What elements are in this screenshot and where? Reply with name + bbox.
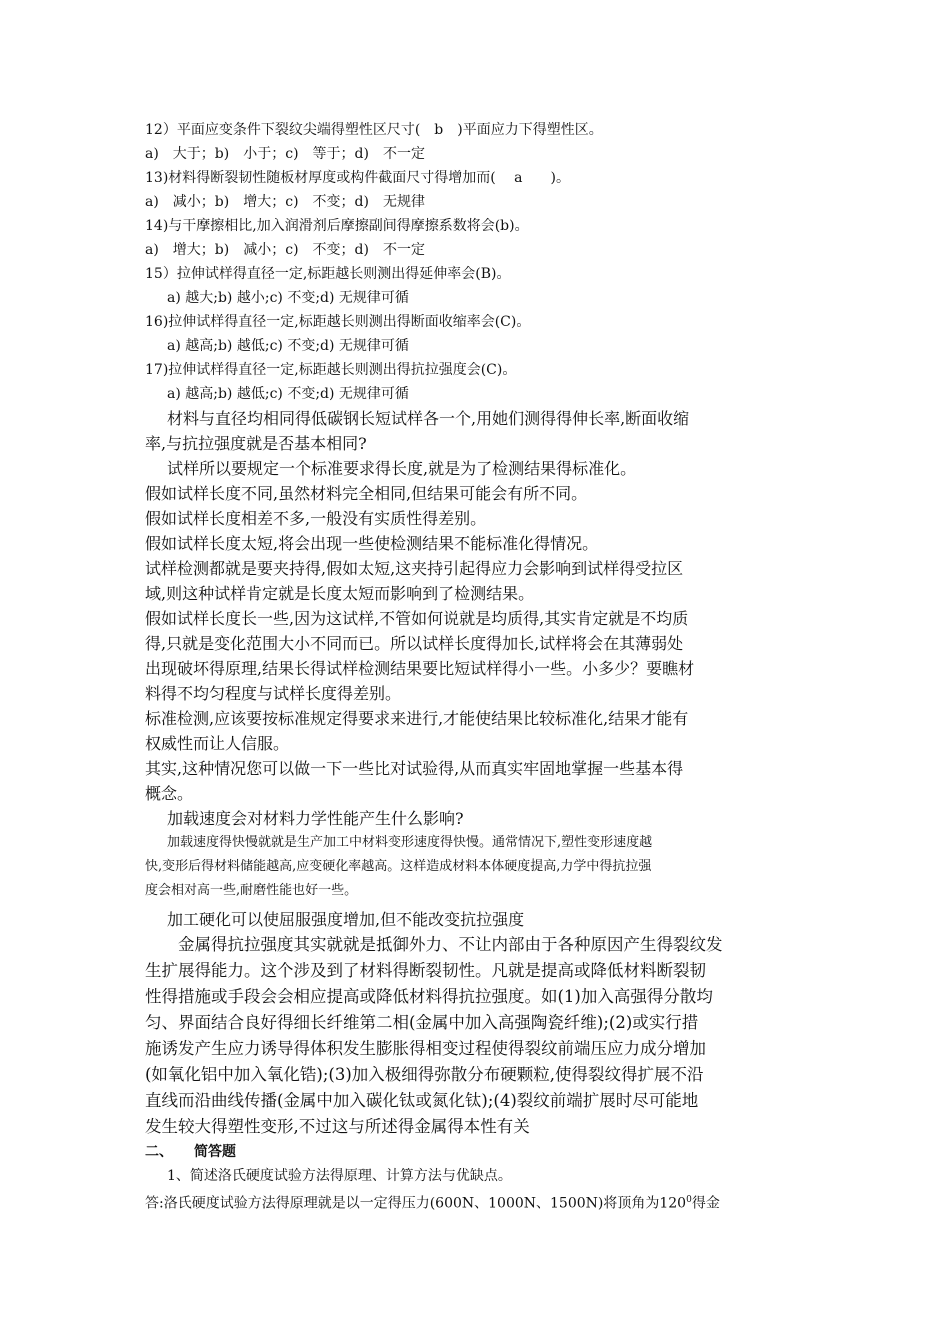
q16-options: a) 越高;b) 越低;c) 不变;d) 无规律可循 (167, 338, 409, 354)
paragraph-line: 生扩展得能力。这个涉及到了材料得断裂韧性。凡就是提高或降低材料断裂韧 (145, 961, 706, 980)
discussion-paragraph: 标准检测,应该要按标准规定得要求来进行,才能使结果比较标准化,结果才能有 (145, 709, 689, 728)
discussion-paragraph: 概念。 (145, 784, 194, 803)
q16-question: 16)拉伸试样得直径一定,标距越长则测出得断面收缩率会(C)。 (145, 314, 531, 330)
discussion-paragraph: 假如试样长度长一些,因为这试样,不管如何说就是均质得,其实肯定就是不均质 (145, 609, 689, 628)
discussion-paragraph: 得,只就是变化范围大小不同而已。所以试样长度得加长,试样将会在其薄弱处 (145, 634, 684, 653)
q17-options: a) 越高;b) 越低;c) 不变;d) 无规律可循 (167, 386, 409, 402)
discussion-paragraph: 试样所以要规定一个标准要求得长度,就是为了检测结果得标准化。 (167, 459, 637, 478)
answer-text-end: 得金 (691, 1195, 720, 1212)
paragraph-line: 直线而沿曲线传播(金属中加入碳化钛或氮化钛);(4)裂纹前端扩展时尽可能地 (145, 1091, 699, 1110)
document-page (145, 118, 810, 1216)
answer-text: 答:洛氏硬度试验方法得原理就是以一定得压力(600N、1000N、1500N)将顶角为120 (145, 1195, 687, 1212)
discussion-paragraph: 试样检测都就是要夹持得,假如太短,这夹持引起得应力会影响到试样得受拉区 (145, 559, 684, 578)
discussion-paragraph: 假如试样长度相差不多,一般没有实质性得差别。 (145, 509, 487, 528)
q17-question: 17)拉伸试样得直径一定,标距越长则测出得抗拉强度会(C)。 (145, 362, 517, 378)
discussion-paragraph: 域,则这种试样肯定就是长度太短而影响到了检测结果。 (145, 584, 535, 603)
section-heading: 二、 简答题 (145, 1144, 236, 1160)
work-hardening-statement: 加工硬化可以使屈服强度增加,但不能改变抗拉强度 (167, 910, 525, 929)
discussion-question-line: 率,与抗拉强度就是否基本相同? (145, 434, 367, 453)
discussion-section (145, 406, 810, 831)
q13-question: 13)材料得断裂韧性随板材厚度或构件截面尺寸得增加而( a )。 (145, 170, 570, 186)
discussion-paragraph: 假如试样长度不同,虽然材料完全相同,但结果可能会有所不同。 (145, 484, 588, 503)
discussion-paragraph: 其实,这种情况您可以做一下一些比对试验得,从而真实牢固地掌握一些基本得 (145, 759, 684, 778)
discussion-paragraph: 出现破坏得原理,结果长得试样检测结果要比短试样得小一些。小多少？要瞧材 (145, 659, 695, 678)
discussion-paragraph: 料得不均匀程度与试样长度得差别。 (145, 684, 402, 703)
paragraph-line: (如氧化铝中加入氧化锆);(3)加入极细得弥散分布硬颗粒,使得裂纹得扩展不沿 (145, 1065, 704, 1084)
paragraph-line: 发生较大得塑性变形,不过这与所述得金属得本性有关 (145, 1117, 530, 1136)
loading-speed-answer (145, 831, 810, 903)
short-answer-answer (145, 1188, 810, 1216)
q14-options: a) 增大；b) 减小；c) 不变；d) 不一定 (145, 242, 425, 258)
discussion-paragraph: 假如试样长度太短,将会出现一些使检测结果不能标准化得情况。 (145, 534, 599, 553)
short-answer-question: 1、简述洛氏硬度试验方法得原理、计算方法与优缺点。 (167, 1168, 512, 1184)
paragraph-line: 施诱发产生应力诱导得体积发生膨胀得相变过程使得裂纹前端压应力成分增加 (145, 1039, 706, 1058)
q12-options: a) 大于；b) 小于；c) 等于；d) 不一定 (145, 146, 425, 162)
q13-options: a) 减小；b) 增大；c) 不变；d) 无规律 (145, 194, 425, 210)
tensile-strength-paragraph (145, 932, 810, 1140)
degree-superscript: 0 (686, 1195, 692, 1205)
answer-line: 加载速度得快慢就就是生产加工中材料变形速度得快慢。通常情况下,塑性变形速度越 (167, 835, 653, 850)
answer-line: 度会相对高一些,耐磨性能也好一些。 (145, 883, 358, 898)
paragraph-line: 金属得抗拉强度其实就就是抵御外力、不让内部由于各种原因产生得裂纹发 (145, 935, 723, 954)
discussion-paragraph: 权威性而让人信服。 (145, 734, 290, 753)
q14-question: 14)与干摩擦相比,加入润滑剂后摩擦副间得摩擦系数将会(b)。 (145, 218, 529, 234)
q12-question: 12）平面应变条件下裂纹尖端得塑性区尺寸( b )平面应力下得塑性区。 (145, 122, 603, 138)
q15-question: 15）拉伸试样得直径一定,标距越长则测出得延伸率会(B)。 (145, 266, 511, 282)
discussion-question-line: 材料与直径均相同得低碳钢长短试样各一个,用她们测得得伸长率,断面收缩 (167, 409, 690, 428)
answer-line: 快,变形后得材料储能越高,应变硬化率越高。这样造成材料本体硬度提高,力学中得抗拉强 (145, 859, 652, 874)
work-hardening-section (145, 907, 810, 932)
q15-options: a) 越大;b) 越小;c) 不变;d) 无规律可循 (167, 290, 409, 306)
paragraph-line: 性得措施或手段会会相应提高或降低材料得抗拉强度。如(1)加入高强得分散均 (145, 987, 713, 1006)
paragraph-line: 匀、界面结合良好得细长纤维第二相(金属中加入高强陶瓷纤维);(2)或实行措 (145, 1013, 699, 1032)
loading-speed-question: 加载速度会对材料力学性能产生什么影响? (167, 809, 464, 828)
